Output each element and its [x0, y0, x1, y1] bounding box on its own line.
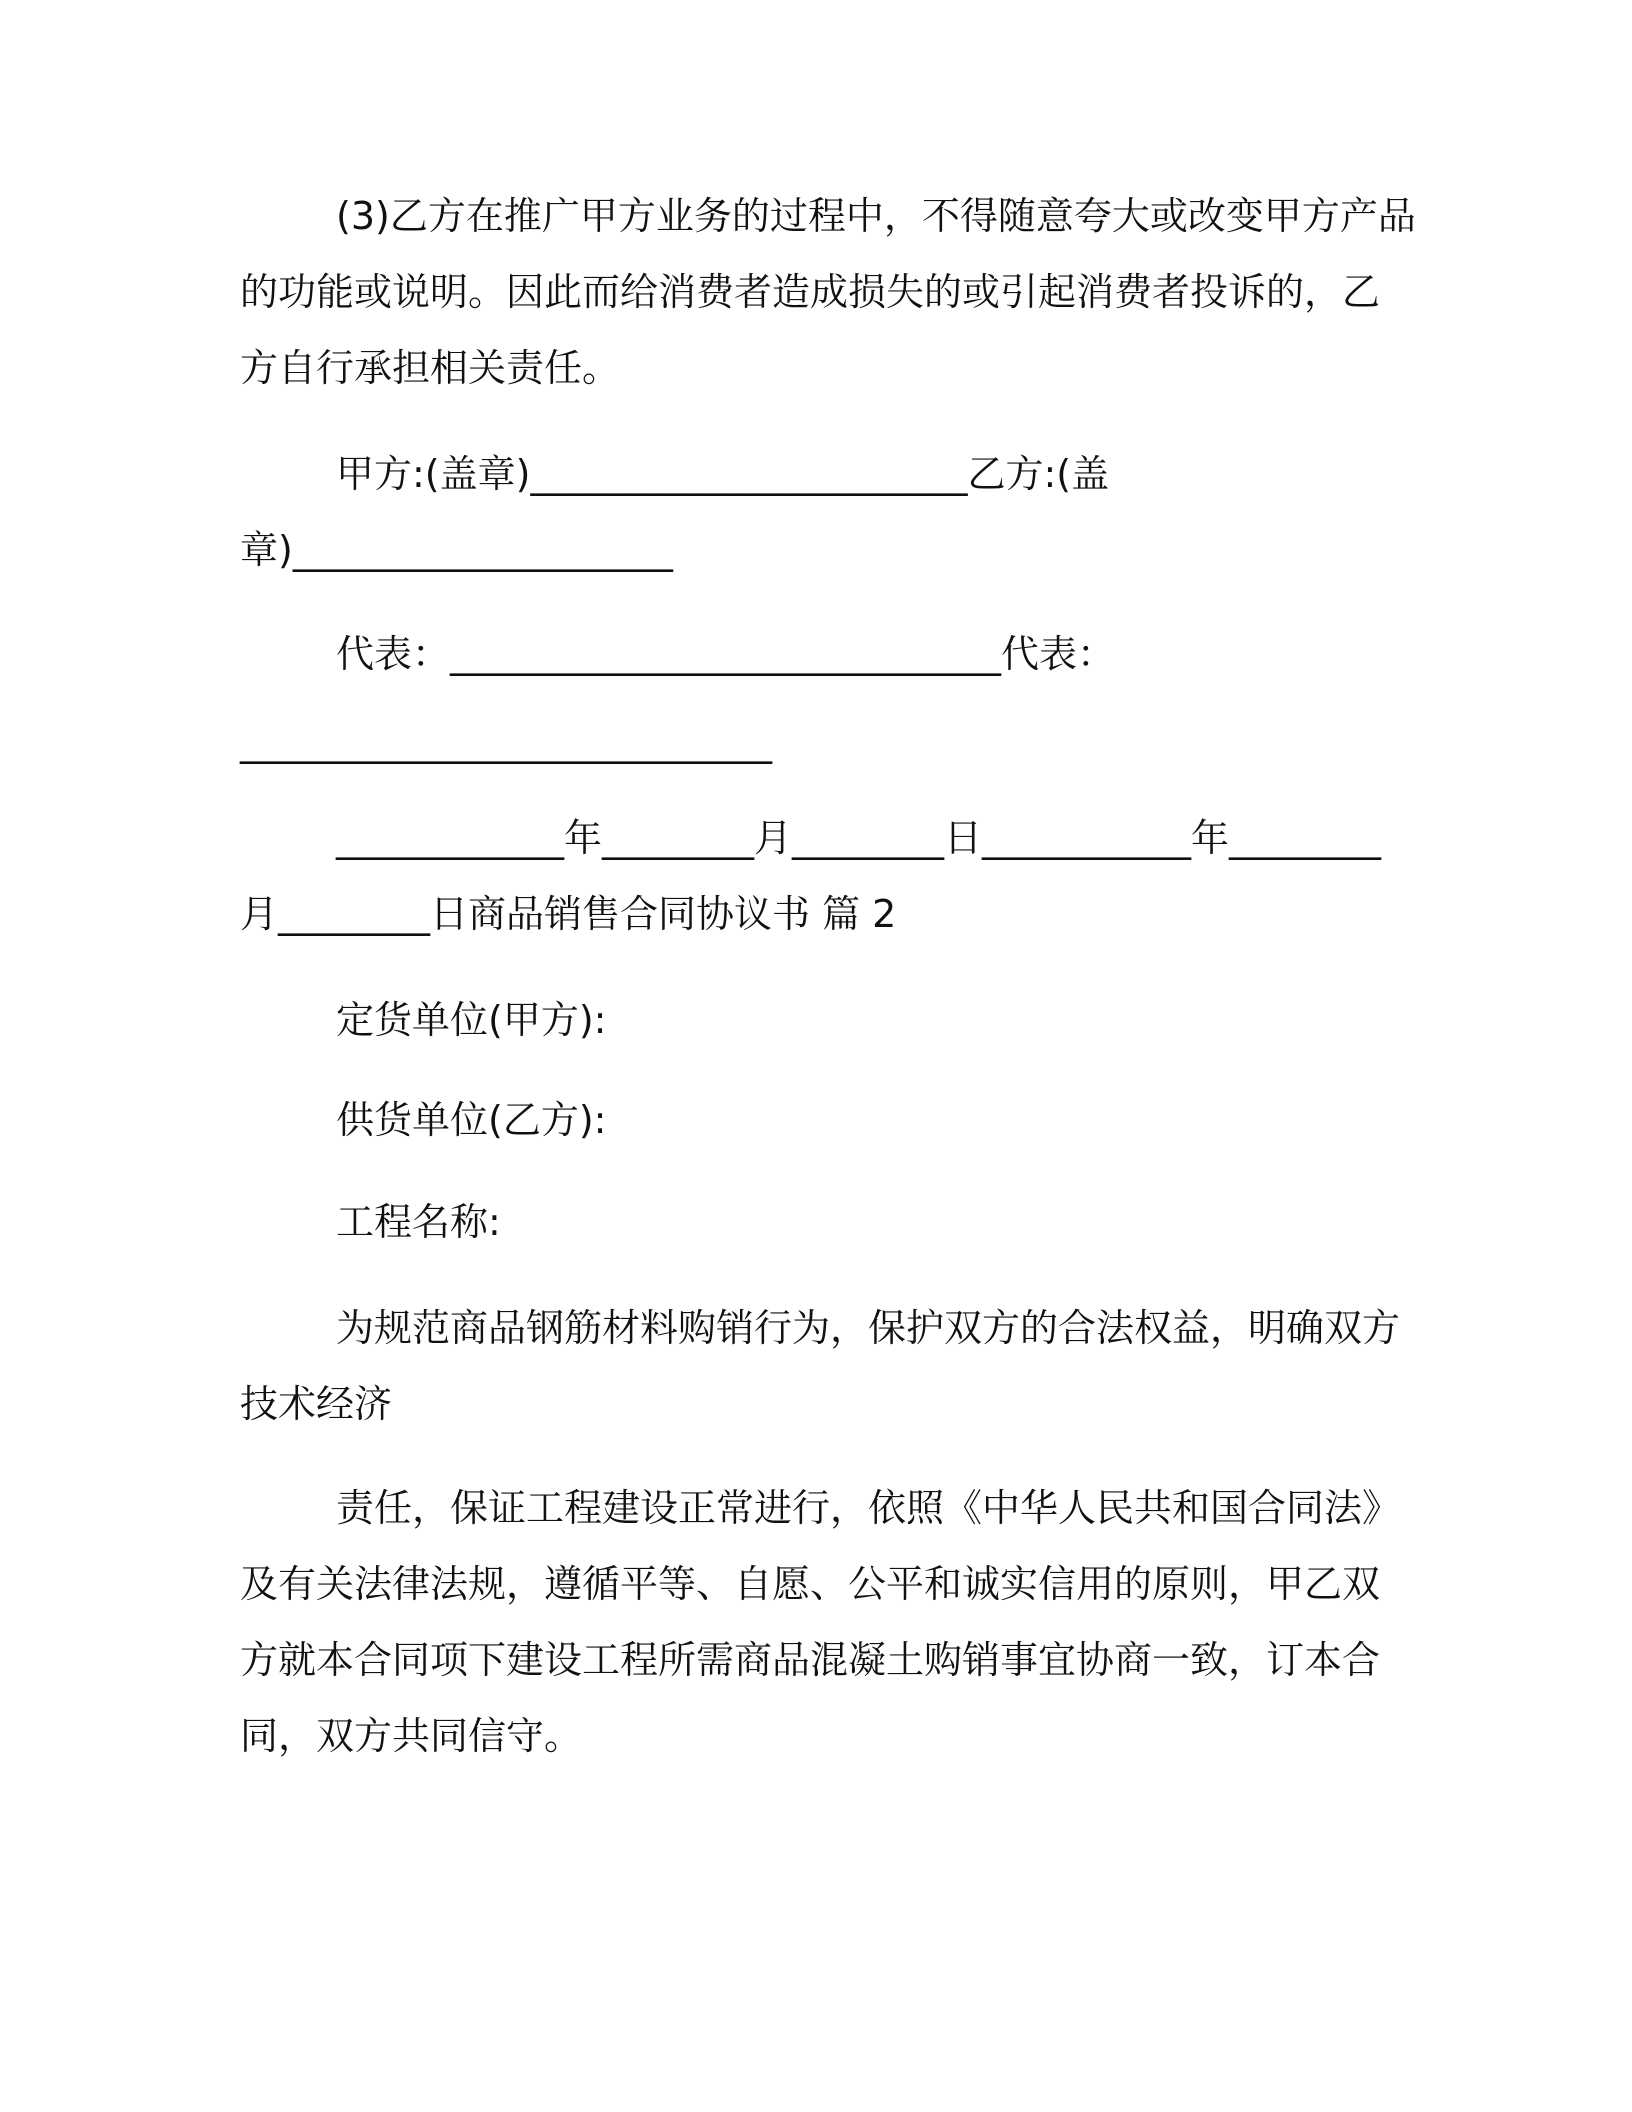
clause-3-line-2: 的功能或说明。因此而给消费者造成损失的或引起消费者投诉的，乙 [240, 270, 1381, 314]
representative-line-1: 代表：_____________________________代表： [336, 632, 1116, 676]
clause-3-line-3: 方自行承担相关责任。 [240, 346, 621, 390]
project-name-field: 工程名称: [336, 1200, 501, 1244]
buyer-field: 定货单位(甲方): [336, 998, 607, 1042]
seal-line-1: 甲方:(盖章)_______________________乙方:(盖 [336, 452, 1110, 496]
supplier-field: 供货单位(乙方): [336, 1098, 607, 1142]
responsibility-line-3: 方就本合同项下建设工程所需商品混凝土购销事宜协商一致，订本合 [240, 1638, 1381, 1682]
seal-line-2: 章)____________________ [240, 528, 673, 572]
date-line-1: ____________年________月________日___________年________ [336, 816, 1382, 860]
responsibility-line-2: 及有关法律法规，遵循平等、自愿、公平和诚实信用的原则，甲乙双 [240, 1562, 1381, 1606]
responsibility-line-1: 责任，保证工程建设正常进行，依照《中华人民共和国合同法》 [336, 1486, 1401, 1530]
intro-line-1: 为规范商品钢筋材料购销行为，保护双方的合法权益，明确双方 [336, 1306, 1401, 1350]
responsibility-line-4: 同，双方共同信守。 [240, 1714, 583, 1758]
date-line-2: 月________日商品销售合同协议书 篇 2 [240, 892, 897, 936]
clause-3-line-1: (3)乙方在推广甲方业务的过程中，不得随意夸大或改变甲方产品 [336, 194, 1416, 238]
intro-line-2: 技术经济 [240, 1382, 393, 1426]
representative-line-2: ____________________________ [240, 720, 772, 764]
